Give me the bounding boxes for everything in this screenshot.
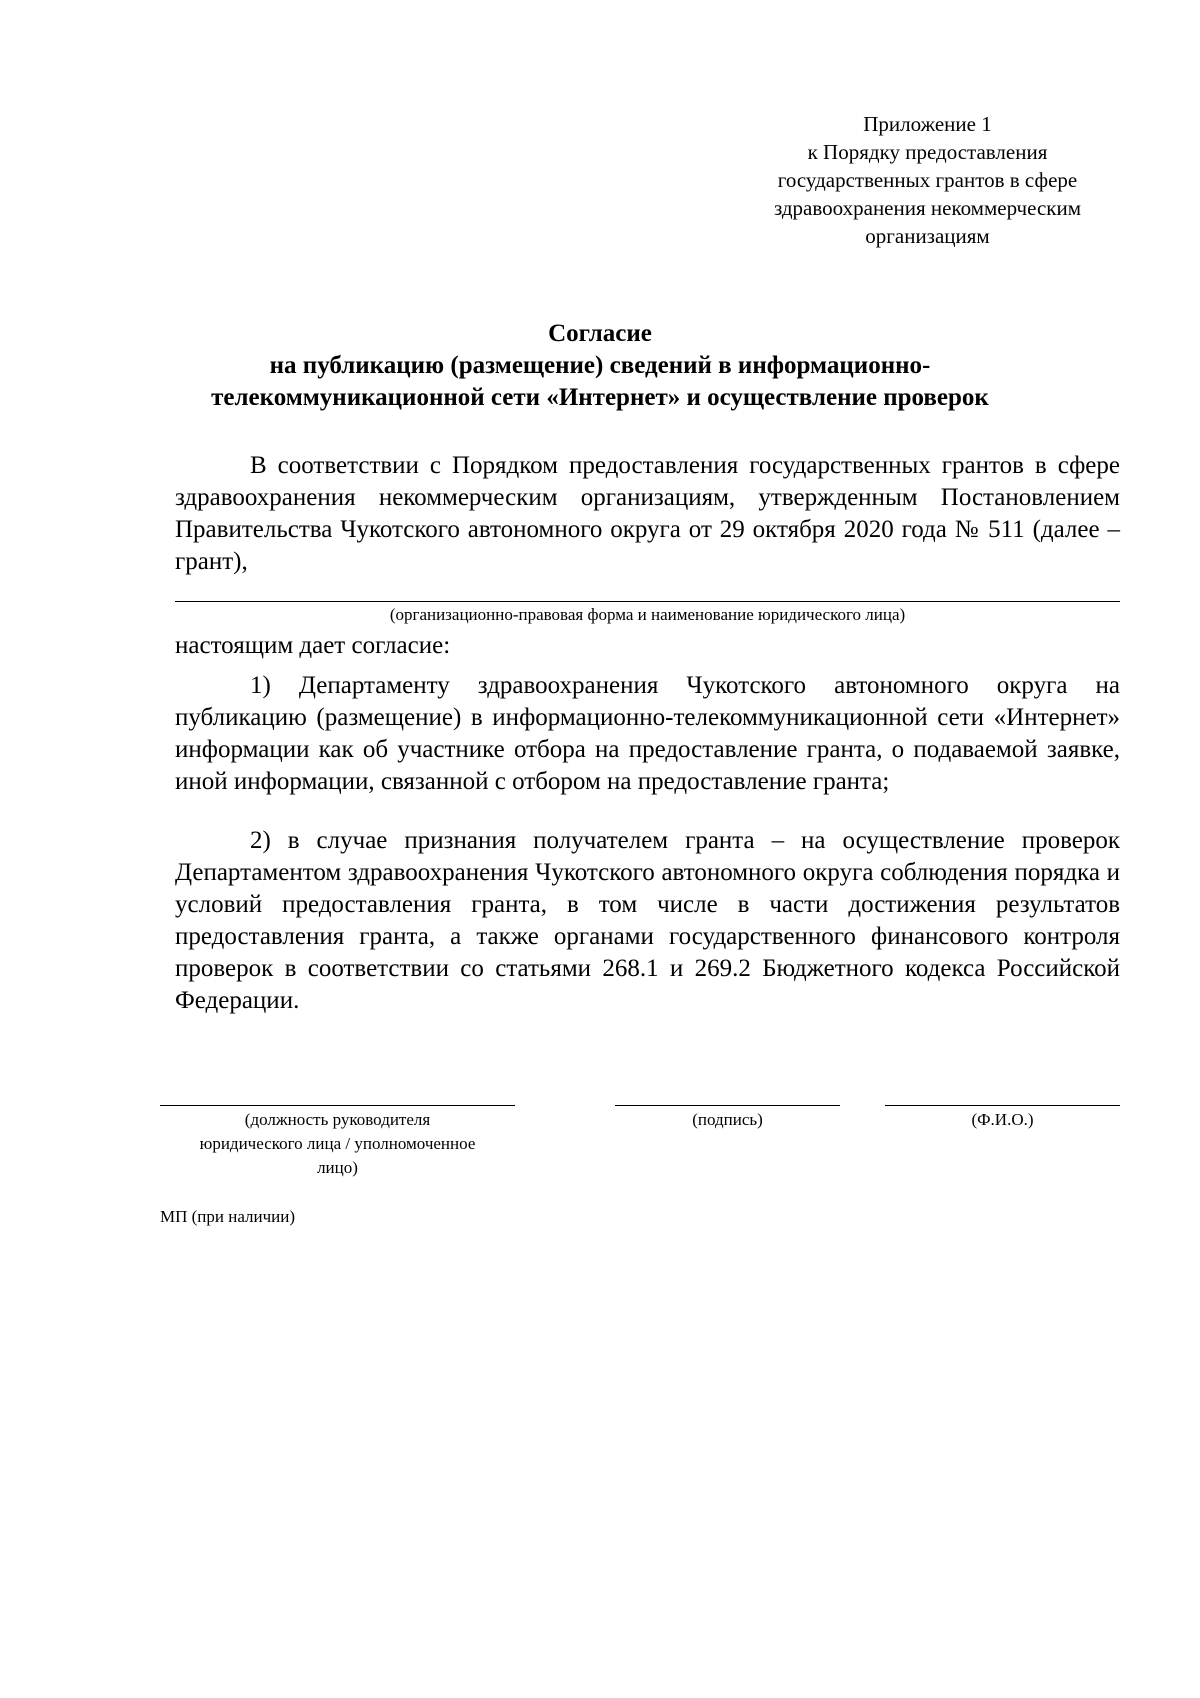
signature-caption: (подпись) — [692, 1110, 763, 1129]
position-caption-line: (должность руководителя — [244, 1110, 431, 1129]
appendix-line: здравоохранения некоммерческим — [773, 196, 1082, 220]
signature-line — [615, 1105, 840, 1106]
appendix-header — [735, 110, 1120, 250]
appendix-line: Приложение 1 — [863, 112, 992, 136]
title-line: Согласие — [548, 320, 652, 347]
consent-lead: настоящим дает согласие: — [175, 632, 451, 659]
position-caption — [160, 1108, 515, 1180]
consent-item-1: 1) Департаменту здравоохранения Чукотского автономного округа на публикацию (размещение) в информационно-телекоммуникационной сети «Интернет» информации как об участнике отбора на предоставление гранта, о подаваемой заявке, иной информации, связанной с отбором на предоставление гранта; — [175, 672, 1120, 795]
full-name-line — [885, 1105, 1120, 1106]
consent-item-2: 2) в случае признания получателем гранта – на осуществление проверок Департаментом здравоохранения Чукотского автономного округа соблюдения порядка и условий предоставления гранта, в том числе в части достижения результатов предоставления гранта, а также органами государственного финансового контроля проверок в соответствии со статьями 268.1 и 269.2 Бюджетного кодекса Российской Федерации. — [175, 827, 1120, 1014]
appendix-line: к Порядку предоставления — [807, 140, 1048, 164]
org-name-caption: (организационно-правовая форма и наименование юридического лица) — [389, 605, 906, 624]
org-name-line — [175, 601, 1120, 602]
position-caption-line: лицо) — [317, 1158, 358, 1177]
full-name-caption: (Ф.И.О.) — [971, 1110, 1034, 1129]
position-line — [160, 1105, 515, 1106]
intro-paragraph: В соответствии с Порядком предоставления государственных грантов в сфере здравоохранения некоммерческим организациям, утвержденным Постановлением Правительства Чукотского автономного округа от 29 октября 2020 года № 511 (далее – грант), — [175, 452, 1120, 575]
stamp-note: МП (при наличии) — [160, 1207, 296, 1226]
position-caption-line: юридического лица / уполномоченное — [199, 1134, 476, 1153]
appendix-line: организациям — [865, 224, 990, 248]
title-line: телекоммуникационной сети «Интернет» и осуществление проверок — [211, 384, 989, 411]
appendix-line: государственных грантов в сфере — [777, 168, 1078, 192]
title-line: на публикацию (размещение) сведений в информационно- — [269, 352, 931, 379]
document-title — [150, 318, 1050, 414]
